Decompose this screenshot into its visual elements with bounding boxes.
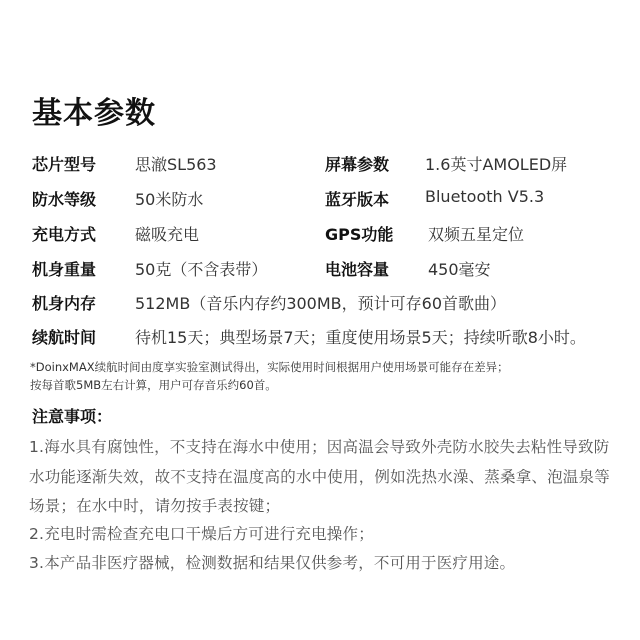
bluetooth-label: 蓝牙版本 xyxy=(325,190,390,209)
note-line: 3.本产品非医疗器械，检测数据和结果仅供参考，不可用于医疗用途。 xyxy=(29,554,516,572)
notes-heading: 注意事项： xyxy=(32,407,113,426)
weight-label: 机身重量 xyxy=(32,260,97,279)
screen-value: 1.6英寸AMOLED屏 xyxy=(425,155,568,174)
note-line: 2.充电时需检查充电口干燥后方可进行充电操作； xyxy=(29,525,374,543)
bluetooth-value: Bluetooth V5.3 xyxy=(425,187,545,206)
endurance-label: 续航时间 xyxy=(32,328,97,347)
gps-label: GPS功能 xyxy=(325,225,394,244)
footnote-line: 按每首歌5MB左右计算，用户可存音乐约60首。 xyxy=(30,378,277,392)
endurance-value: 待机15天；典型场景7天；重度使用场景5天；持续听歌8小时。 xyxy=(135,328,586,347)
storage-label: 机身内存 xyxy=(32,294,97,313)
note-line: 场景；在水中时，请勿按手表按键； xyxy=(29,497,281,515)
water-label: 防水等级 xyxy=(32,190,97,209)
storage-value: 512MB（音乐内存约300MB，预计可存60首歌曲） xyxy=(135,294,507,313)
battery-value: 450毫安 xyxy=(428,260,491,279)
weight-value: 50克（不含表带） xyxy=(135,260,268,279)
chip-label: 芯片型号 xyxy=(32,155,97,174)
page-title: 基本参数 xyxy=(32,96,156,131)
gps-value: 双频五星定位 xyxy=(428,225,525,244)
screen-label: 屏幕参数 xyxy=(325,155,390,174)
chip-value: 思澈SL563 xyxy=(135,155,217,174)
battery-label: 电池容量 xyxy=(325,260,390,279)
charge-label: 充电方式 xyxy=(32,225,97,244)
charge-value: 磁吸充电 xyxy=(135,225,200,244)
note-line: 水功能逐渐失效，故不支持在温度高的水中使用，例如洗热水澡、蒸桑拿、泡温泉等 xyxy=(29,468,610,486)
note-line: 1.海水具有腐蚀性，不支持在海水中使用；因高温会导致外壳防水胶失去粘性导致防 xyxy=(29,438,610,456)
footnote-line: *DoinxMAX续航时间由度享实验室测试得出，实际使用时间根据用户使用场景可能存在差异； xyxy=(30,360,509,374)
water-value: 50米防水 xyxy=(135,190,204,209)
